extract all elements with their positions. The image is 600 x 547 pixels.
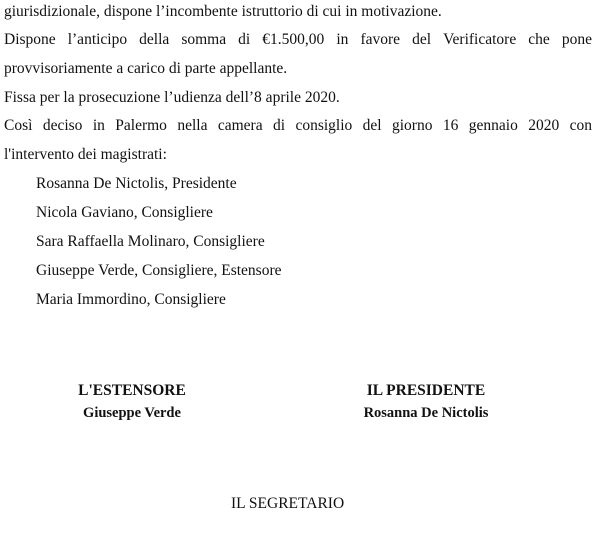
body-line-2-word: di: [238, 31, 251, 48]
body-line-6: l'intervento dei magistrati:: [4, 146, 167, 163]
body-line-2-word: in: [336, 31, 349, 48]
body-line-5-word: giorno: [392, 117, 433, 134]
body-line-2-word: della: [139, 31, 170, 48]
secretary-label: IL SEGRETARIO: [231, 495, 345, 512]
body-line-5-word: in: [92, 117, 105, 134]
body-line-5-word: del: [362, 117, 382, 134]
signature-left-name: Giuseppe Verde: [83, 405, 181, 421]
body-line-5-word: con: [569, 117, 592, 134]
magistrate-2: Nicola Gaviano, Consigliere: [36, 204, 213, 221]
body-line-2: [4, 31, 592, 49]
body-line-5-word: 16: [442, 117, 459, 134]
body-line-5-word: Così: [4, 117, 33, 134]
body-line-1: giurisdizionale, dispone l’incombente istruttorio di cui in motivazione.: [4, 3, 442, 20]
body-line-2-word: Dispone: [4, 31, 56, 48]
body-line-2-word: pone: [561, 31, 592, 48]
body-line-4: Fissa per la prosecuzione l’udienza dell’8 aprile 2020.: [4, 89, 340, 106]
body-line-2-word: l’anticipo: [67, 31, 128, 48]
body-line-2-word: favore: [360, 31, 401, 48]
body-line-5-word: di: [272, 117, 286, 134]
body-line-5-word: 2020: [528, 117, 560, 134]
signature-left-role: L'ESTENSORE: [78, 382, 186, 399]
body-line-5-word: nella: [177, 117, 208, 134]
body-line-5-word: consiglio: [295, 117, 353, 134]
magistrate-1: Rosanna De Nictolis, Presidente: [36, 175, 237, 192]
body-line-2-word: somma: [181, 31, 227, 48]
body-line-5-word: camera: [217, 117, 263, 134]
body-line-2-word: del: [412, 31, 432, 48]
signature-right-role: IL PRESIDENTE: [366, 382, 486, 399]
magistrate-3: Sara Raffaella Molinaro, Consigliere: [36, 233, 265, 250]
body-line-2-word: Verificatore: [443, 31, 517, 48]
body-line-5-word: Palermo: [115, 117, 167, 134]
magistrate-5: Maria Immordino, Consigliere: [36, 291, 226, 308]
body-line-3: provvisoriamente a carico di parte appellante.: [4, 60, 288, 77]
body-line-5-word: deciso: [42, 117, 83, 134]
body-line-5: [4, 117, 592, 135]
body-line-2-word: che: [528, 31, 550, 48]
body-line-5-word: gennaio: [468, 117, 518, 134]
signature-right-name: Rosanna De Nictolis: [363, 405, 489, 421]
body-line-2-word: €1.500,00: [262, 31, 325, 48]
magistrate-4: Giuseppe Verde, Consigliere, Estensore: [36, 262, 282, 279]
